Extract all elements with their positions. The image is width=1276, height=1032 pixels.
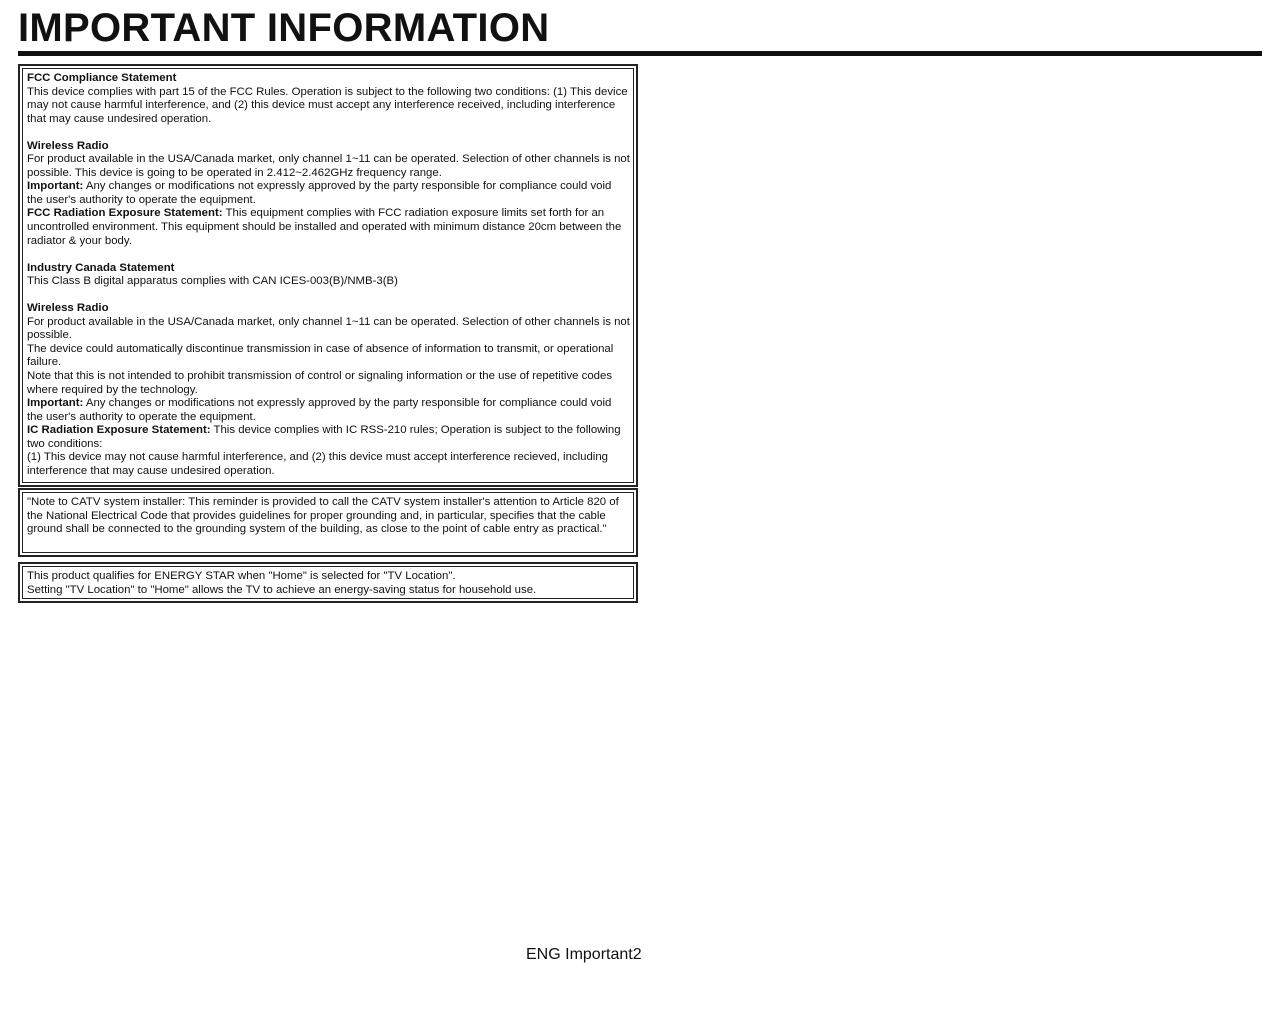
fcc-radiation-text: This equipment complies with FCC radiation exposure limits set forth for an uncontrolled environment. This equipment should be installed and operated with minimum distance 20cm between the radiator & your body. [27, 207, 622, 247]
important-text: Any changes or modifications not expressly approved by the party responsible for compliance could void the user's authority to operate the equipment. [27, 397, 612, 423]
fcc-radiation-statement [27, 207, 630, 248]
wireless-ca-heading: Wireless Radio [27, 302, 109, 315]
compliance-box [18, 64, 638, 487]
wireless-ca-body2: The device could automatically discontinue transmission in case of absence of information to transmit, or operational failure. [27, 342, 614, 369]
wireless-ca-important [27, 397, 630, 424]
industry-canada-heading: Industry Canada Statement [27, 261, 175, 274]
catv-note-box [18, 488, 638, 557]
important-label: Important: [27, 180, 84, 193]
important-text: Any changes or modifications not expressly approved by the party responsible for compliance could void the user's authority to operate the equipment. [27, 180, 612, 206]
ic-radiation-label: IC Radiation Exposure Statement: [27, 424, 211, 437]
wireless-us-heading: Wireless Radio [27, 139, 109, 152]
energy-star-line1: This product qualifies for ENERGY STAR when "Home" is selected for "TV Location". [27, 570, 456, 582]
fcc-section [27, 72, 630, 126]
wireless-us-body: For product available in the USA/Canada market, only channel 1~11 can be operated. Selection of other channels is not possible. This device is going to be operated in 2.412~2.462GHz frequency range. [27, 153, 630, 179]
fcc-heading: FCC Compliance Statement [27, 72, 177, 84]
title-rule [18, 51, 1262, 56]
energy-star-line2: Setting "TV Location" to "Home" allows the TV to achieve an energy-saving status for household use. [27, 583, 537, 596]
ic-radiation-text: This device complies with IC RSS-210 rules; Operation is subject to the following two conditions: [27, 424, 621, 450]
wireless-ca-body3: Note that this is not intended to prohibit transmission of control or signaling information or the use of repetitive codes where required by the technology. [27, 370, 613, 396]
industry-canada-section [27, 262, 630, 289]
page-title: IMPORTANT INFORMATION [18, 6, 550, 50]
important-label: Important: [27, 397, 84, 410]
ic-conditions: (1) This device may not cause harmful interference, and (2) this device must accept interference recieved, including interference that may cause undesired operation. [27, 451, 608, 477]
wireless-ca-section [27, 302, 630, 478]
ic-radiation-statement [27, 424, 630, 451]
wireless-us-important [27, 180, 630, 207]
industry-canada-body: This Class B digital apparatus complies with CAN ICES-003(B)/NMB-3(B) [27, 275, 398, 288]
wireless-ca-body1: For product available in the USA/Canada market, only channel 1~11 can be operated. Selection of other channels is not possible. [27, 315, 630, 342]
page-footer: ENG Important2 [526, 946, 642, 963]
fcc-radiation-label: FCC Radiation Exposure Statement: [27, 207, 223, 220]
energy-star-box [18, 562, 638, 603]
catv-note-text: "Note to CATV system installer: This reminder is provided to call the CATV system installer's attention to Article 820 of the National Electrical Code that provides guidelines for proper grounding and, in particular, specifies that the cable ground shall be connected to the grounding system of the building, as close to the point of cable entry as practical." [27, 496, 619, 536]
fcc-body: This device complies with part 15 of the FCC Rules. Operation is subject to the following two conditions: (1) This device may not cause harmful interference, and (2) this device must accept any interference received, including interference that may cause undesired operation. [27, 85, 628, 125]
wireless-us-section [27, 140, 630, 248]
